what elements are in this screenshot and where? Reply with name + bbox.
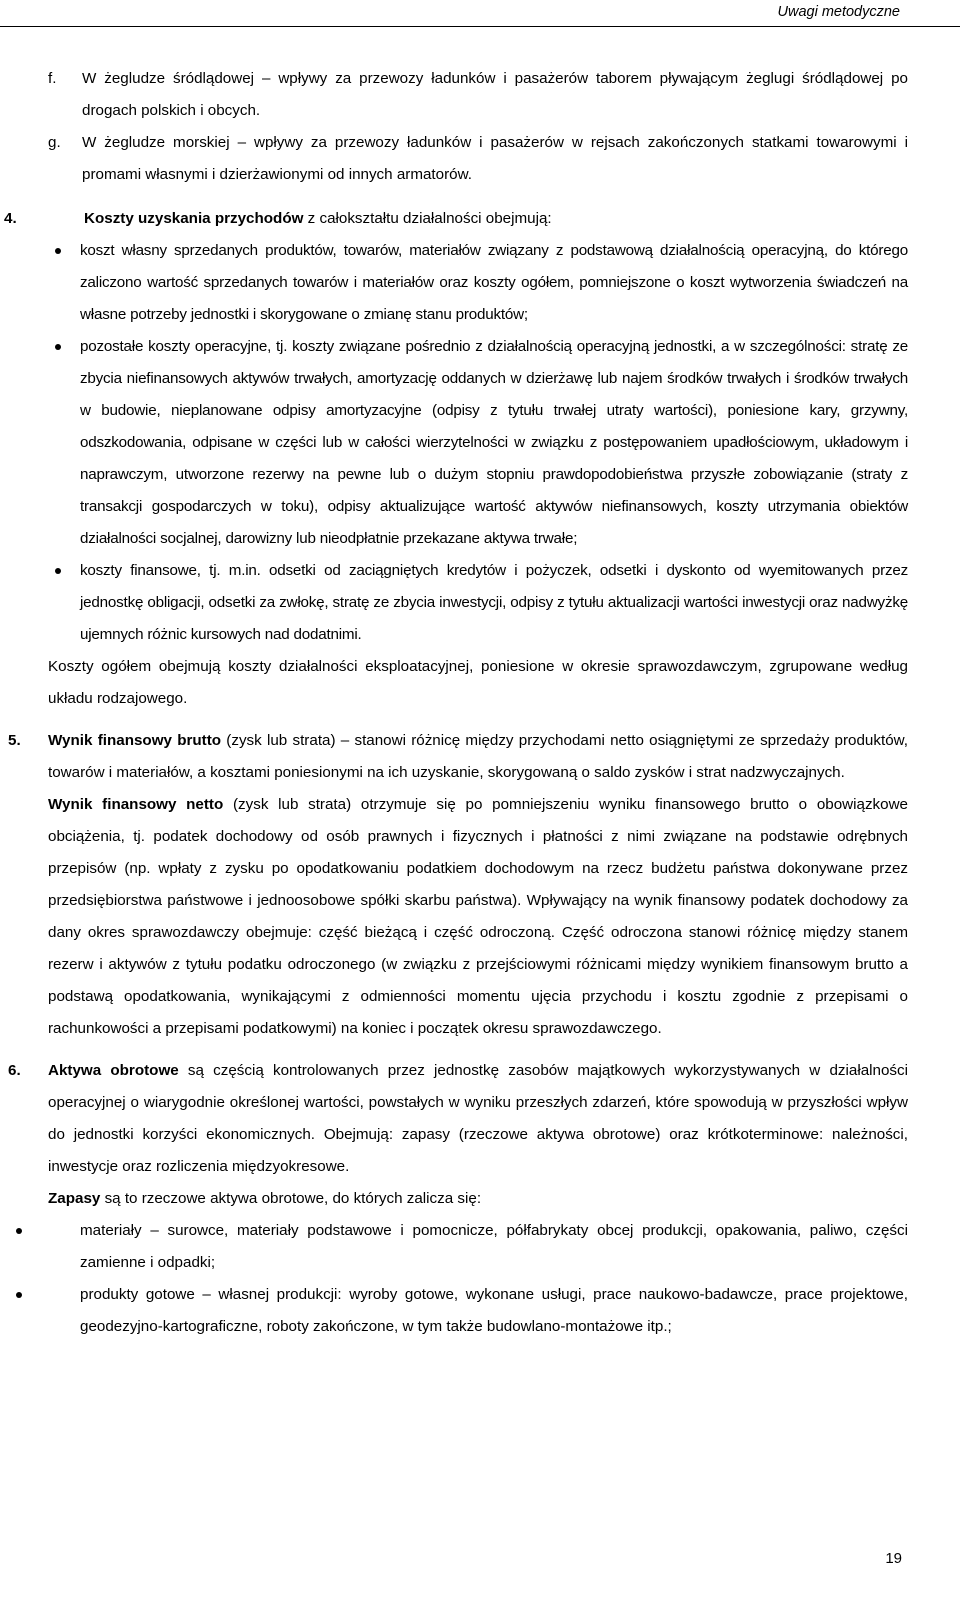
netto-text: (zysk lub strata) otrzymuje się po pomniejszeniu wyniku finansowego brutto o obowiązkowe obciążenia, tj. podatek dochodowy od osób prawnych i fizycznych i płatności z nimi związane na podstawie odrębnych przepisów (np. wpłaty z zysku po opodatkowaniu podatkiem dochodowym na rzecz budżetu państwa dokonywane przez przedsiębiorstwa państwowe i jednoosobowe spółki skarbu państwa). Wpływający na wynik finansowy podatek dochodowy za dany okres sprawozdawczy obejmuje: część bieżącą i część odroczoną. Część odroczona stanowi różnicę między stanem rezerw i aktywów z tytułu podatku odroczonego (w związku z przejściowymi różnicami między wynikiem finansowym brutto a podstawą opodatkowania, wynikającymi z odmienności momentu ujęcia przychodu i kosztu zgodnie z przepisami o rachunkowości a przepisami podatkowymi) na koniec i początek okresu sprawozdawczego. xyxy=(48,796,908,1037)
bullet-item xyxy=(8,1279,908,1343)
document-body xyxy=(4,63,908,1343)
zapasy-text: są to rzeczowe aktywa obrotowe, do których zalicza się: xyxy=(100,1190,482,1207)
list-item-g xyxy=(48,127,908,191)
netto-title: Wynik finansowy netto xyxy=(48,796,224,813)
bullet-text: produkty gotowe – własnej produkcji: wyroby gotowe, wykonane usługi, prace naukowo-badawcze, prace projektowe, geodezyjno-kartograficzne, roboty zakończone, w tym także budowlano-montażowe itp.; xyxy=(80,1286,908,1335)
section-number: 6. xyxy=(8,1062,21,1079)
page-number: 19 xyxy=(885,1550,902,1567)
list-item-f xyxy=(48,63,908,127)
bullet-item xyxy=(48,555,908,651)
zapasy-title: Zapasy xyxy=(48,1190,101,1207)
running-header xyxy=(0,0,960,27)
section-number: 4. xyxy=(4,210,17,227)
bullet-text: koszty finansowe, tj. m.in. odsetki od zaciągniętych kredytów i pożyczek, odsetki i dyskonto od wyemitowanych przez jednostkę obligacji, odsetki za zwłokę, stratę ze zbycia inwestycji, odpisy z tytułu aktualizacji wartości inwestycji oraz nadwyżkę ujemnych różnic kursowych nad dodatnimi. xyxy=(80,562,908,643)
item-label: g. xyxy=(48,134,61,151)
bullet-text: koszt własny sprzedanych produktów, towarów, materiałów związany z podstawową działalnością operacyjną, do którego zaliczono wartość sprzedanych towarów i materiałów oraz koszty ogółem, pomniejszone o koszt wytworzenia świadczeń na własne potrzeby jednostki i skorygowane o zmianę stanu produktów; xyxy=(80,242,908,323)
section-title: Aktywa obrotowe xyxy=(48,1062,179,1079)
bullet-text: pozostałe koszty operacyjne, tj. koszty związane pośrednio z działalnością operacyjną jednostki, a w szczególności: stratę ze zbycia niefinansowych aktywów trwałych, amortyzację oddanych w dzierżawę lub najem środków trwałych i środków trwałych w budowie, nieplanowane odpisy amortyzacyjne (odpisy z tytułu trwałej utraty wartości), poniesione kary, grzywny, odszkodowania, odpisane w części lub w całości wierzytelności w związku z postępowaniem upadłościowym, układowym i naprawczym, utworzone rezerwy na pewne lub o dużym stopniu prawdopodobieństwa przyszłe zobowiązanie (straty z transakcji gospodarczych w toku), odpisy aktualizujące wartość aktywów niefinansowych, koszty utrzymania obiektów działalności socjalnej, darowizny lub nieodpłatnie przekazane aktywa trwałe; xyxy=(80,338,908,547)
item-label: f. xyxy=(48,70,57,87)
section-5-netto-paragraph xyxy=(48,789,908,1045)
bullet-item xyxy=(8,1215,908,1279)
section-number: 5. xyxy=(8,732,21,749)
section-text: są częścią kontrolowanych przez jednostkę zasobów majątkowych wykorzystywanych w działalności operacyjnej o wiarygodnie określonej wartości, powstałych w wyniku przeszłych zdarzeń, które spowodują w przyszłości wpływ do jednostki korzyści ekonomicznych. Obejmują: zapasy (rzeczowe aktywa obrotowe) oraz krótkoterminowe: należności, inwestycje oraz rozliczenia międzyokresowe. xyxy=(48,1062,908,1175)
section-4-heading xyxy=(4,203,908,235)
bullet-item xyxy=(48,331,908,555)
section-title: Wynik finansowy brutto xyxy=(48,732,222,749)
bullet-text: materiały – surowce, materiały podstawowe i pomocnicze, półfabrykaty obcej produkcji, opakowania, paliwo, części zamienne i odpadki; xyxy=(80,1222,908,1271)
section-title: Koszty uzyskania przychodów xyxy=(84,210,304,227)
section-6-paragraph xyxy=(8,1055,908,1183)
header-title: Uwagi metodyczne xyxy=(777,4,900,20)
section-5-paragraph xyxy=(8,725,908,789)
section-text: (zysk lub strata) – stanowi różnicę między przychodami netto osiągniętymi ze sprzedaży produktów, towarów i materiałów, a kosztami poniesionymi na ich uzyskanie, skorygowaną o saldo zysków i strat nadzwyczajnych. xyxy=(48,732,908,781)
item-text: W żegludze śródlądowej – wpływy za przewozy ładunków i pasażerów taborem pływającym żeglugi śródlądowej po drogach polskich i obcych. xyxy=(82,70,908,119)
zapasy-paragraph xyxy=(48,1183,908,1215)
section-intro: z całokształtu działalności obejmują: xyxy=(303,210,552,227)
bullet-item xyxy=(48,235,908,331)
section-4-closing: Koszty ogółem obejmują koszty działalności eksploatacyjnej, poniesione w okresie sprawozdawczym, zgrupowane według układu rodzajowego. xyxy=(48,658,908,707)
item-text: W żegludze morskiej – wpływy za przewozy ładunków i pasażerów w rejsach zakończonych statkami towarowymi i promami własnymi i dzierżawionymi od innych armatorów. xyxy=(82,134,908,183)
